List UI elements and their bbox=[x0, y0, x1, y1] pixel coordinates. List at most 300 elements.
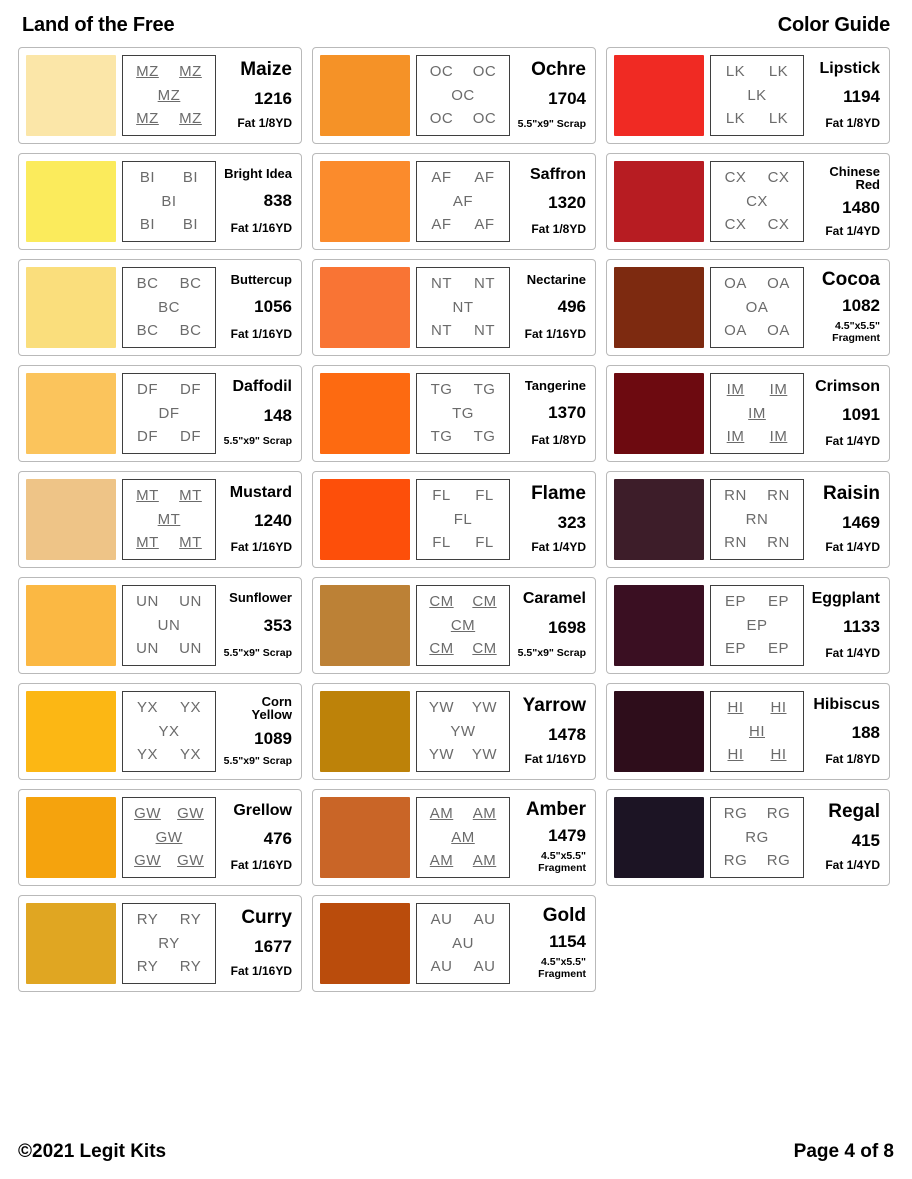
color-name: Gold bbox=[542, 905, 586, 927]
swatch-column bbox=[606, 47, 890, 886]
fabric-code: CM bbox=[450, 616, 476, 634]
color-number: 148 bbox=[263, 405, 292, 425]
swatch-info bbox=[516, 55, 588, 136]
cut-size: 5.5"x9" Scrap bbox=[223, 755, 292, 768]
color-name: Chinese Red bbox=[829, 163, 880, 193]
fabric-code: DF bbox=[137, 428, 158, 446]
swatch-card[interactable] bbox=[312, 365, 596, 462]
code-row bbox=[714, 806, 800, 822]
swatch-card[interactable] bbox=[18, 471, 302, 568]
swatch-info bbox=[516, 373, 588, 454]
code-row bbox=[126, 88, 212, 104]
fabric-code: DF bbox=[137, 380, 158, 398]
fabric-code: BI bbox=[182, 216, 199, 234]
swatch-card[interactable] bbox=[606, 153, 890, 250]
color-name: Crimson bbox=[815, 377, 880, 395]
page-header bbox=[18, 0, 894, 47]
swatch-info bbox=[810, 55, 882, 136]
fabric-code: MT bbox=[136, 534, 159, 552]
code-row bbox=[420, 382, 506, 398]
code-row bbox=[420, 300, 506, 316]
fabric-code: RY bbox=[136, 958, 159, 976]
color-block bbox=[320, 373, 410, 454]
fabric-code: IM bbox=[769, 380, 788, 398]
swatch-card[interactable] bbox=[606, 47, 890, 144]
swatch-card[interactable] bbox=[18, 895, 302, 992]
cut-size: Fat 1/16YD bbox=[230, 964, 292, 979]
cut-size: Fat 1/16YD bbox=[524, 752, 586, 767]
swatch-info bbox=[516, 267, 588, 348]
swatch-info bbox=[222, 55, 294, 136]
swatch-card[interactable] bbox=[18, 259, 302, 356]
color-number: 1704 bbox=[548, 89, 586, 109]
cut-size: Fat 1/4YD bbox=[825, 858, 880, 873]
cut-size: Fat 1/4YD bbox=[825, 433, 880, 448]
fabric-code: FL bbox=[453, 510, 473, 528]
fabric-code: AF bbox=[431, 216, 452, 234]
code-row bbox=[714, 111, 800, 127]
code-row bbox=[126, 217, 212, 233]
fabric-code: LK bbox=[725, 110, 746, 128]
cut-size: Fat 1/8YD bbox=[531, 433, 586, 448]
color-number: 1370 bbox=[548, 403, 586, 423]
swatch-info bbox=[810, 161, 882, 242]
fabric-code: AM bbox=[429, 852, 454, 870]
code-row bbox=[420, 406, 506, 422]
color-number: 1698 bbox=[548, 617, 586, 637]
code-row bbox=[420, 959, 506, 975]
fabric-code: AU bbox=[452, 934, 474, 952]
fabric-code: CX bbox=[724, 216, 747, 234]
fabric-code-box bbox=[710, 55, 804, 136]
code-row bbox=[126, 276, 212, 292]
fabric-code: AM bbox=[451, 828, 475, 846]
color-block bbox=[26, 691, 116, 772]
code-row bbox=[714, 429, 800, 445]
fabric-code: HI bbox=[770, 698, 787, 716]
color-block bbox=[614, 691, 704, 772]
fabric-code: YW bbox=[471, 746, 498, 764]
fabric-code: CX bbox=[724, 168, 747, 186]
fabric-code: OC bbox=[451, 86, 475, 104]
color-name: Hibiscus bbox=[813, 695, 880, 713]
fabric-code: AF bbox=[431, 168, 452, 186]
fabric-code-box bbox=[416, 691, 510, 772]
code-row bbox=[420, 806, 506, 822]
color-block bbox=[320, 797, 410, 878]
fabric-code: OA bbox=[767, 322, 790, 340]
fabric-code-box bbox=[710, 373, 804, 454]
code-row bbox=[420, 830, 506, 846]
fabric-code: YX bbox=[136, 746, 158, 764]
fabric-code: LK bbox=[768, 62, 789, 80]
swatch-info bbox=[222, 691, 294, 772]
fabric-code: RN bbox=[724, 486, 747, 504]
code-row bbox=[714, 194, 800, 210]
swatch-info bbox=[222, 479, 294, 560]
cut-size: Fat 1/16YD bbox=[230, 221, 292, 236]
fabric-code-box bbox=[416, 161, 510, 242]
code-row bbox=[126, 959, 212, 975]
code-row bbox=[420, 936, 506, 952]
code-row bbox=[714, 64, 800, 80]
fabric-code: UN bbox=[136, 592, 159, 610]
fabric-code: CX bbox=[746, 192, 768, 210]
code-row bbox=[126, 111, 212, 127]
fabric-code: AU bbox=[473, 958, 496, 976]
swatch-info bbox=[516, 903, 588, 984]
swatch-card[interactable] bbox=[312, 47, 596, 144]
code-row bbox=[126, 429, 212, 445]
fabric-code: YX bbox=[136, 698, 158, 716]
color-number: 1056 bbox=[254, 297, 292, 317]
code-row bbox=[126, 512, 212, 528]
fabric-code: EP bbox=[724, 592, 746, 610]
code-row bbox=[714, 747, 800, 763]
fabric-code: RN bbox=[767, 534, 790, 552]
code-row bbox=[420, 618, 506, 634]
fabric-code: MT bbox=[157, 510, 181, 528]
code-row bbox=[420, 88, 506, 104]
color-number: 1091 bbox=[842, 405, 880, 424]
color-name: Tangerine bbox=[524, 378, 586, 394]
code-row bbox=[714, 276, 800, 292]
color-number: 1133 bbox=[843, 617, 880, 636]
swatch-card[interactable] bbox=[312, 789, 596, 886]
swatch-column bbox=[312, 47, 596, 992]
code-row bbox=[126, 323, 212, 339]
code-row bbox=[420, 535, 506, 551]
color-name: Grellow bbox=[233, 801, 292, 819]
swatch-card[interactable] bbox=[18, 153, 302, 250]
color-name: Mustard bbox=[229, 483, 292, 501]
fabric-code: NT bbox=[431, 322, 452, 340]
fabric-code: LK bbox=[747, 86, 767, 104]
fabric-code: HI bbox=[770, 746, 787, 764]
fabric-code: YW bbox=[428, 746, 455, 764]
fabric-code: MZ bbox=[136, 110, 159, 128]
swatch-info bbox=[810, 479, 882, 560]
color-name: Caramel bbox=[522, 589, 586, 607]
fabric-code: FL bbox=[475, 486, 494, 504]
fabric-code-box bbox=[416, 373, 510, 454]
fabric-code-box bbox=[122, 585, 216, 666]
color-name: Curry bbox=[241, 907, 292, 929]
fabric-code: TG bbox=[430, 428, 453, 446]
fabric-code: NT bbox=[474, 274, 495, 292]
fabric-code: HI bbox=[727, 698, 744, 716]
code-row bbox=[126, 535, 212, 551]
swatch-card[interactable] bbox=[606, 683, 890, 780]
swatch-card[interactable] bbox=[606, 259, 890, 356]
swatch-card[interactable] bbox=[18, 365, 302, 462]
code-row bbox=[714, 853, 800, 869]
swatch-card[interactable] bbox=[312, 683, 596, 780]
color-number: 1480 bbox=[842, 198, 880, 218]
fabric-code: RN bbox=[724, 534, 747, 552]
fabric-code: OA bbox=[745, 298, 769, 316]
code-row bbox=[126, 747, 212, 763]
code-row bbox=[126, 406, 212, 422]
color-block bbox=[320, 903, 410, 984]
fabric-code-box bbox=[122, 161, 216, 242]
fabric-code: RG bbox=[723, 852, 748, 870]
code-row bbox=[714, 724, 800, 740]
swatch-card[interactable] bbox=[312, 153, 596, 250]
color-name: Sunflower bbox=[229, 590, 292, 606]
page-footer bbox=[18, 1141, 894, 1163]
fabric-code: MT bbox=[179, 534, 202, 552]
fabric-code: OC bbox=[429, 62, 454, 80]
color-name: Regal bbox=[828, 801, 880, 823]
fabric-code: BC bbox=[179, 322, 202, 340]
fabric-code: LK bbox=[768, 110, 789, 128]
code-row bbox=[714, 641, 800, 657]
color-block bbox=[320, 585, 410, 666]
fabric-code-box bbox=[710, 797, 804, 878]
code-row bbox=[420, 724, 506, 740]
cut-size: Fat 1/4YD bbox=[825, 223, 880, 238]
code-row bbox=[126, 300, 212, 316]
fabric-code: LK bbox=[725, 62, 746, 80]
fabric-code: UN bbox=[136, 640, 159, 658]
color-name: Bright Idea bbox=[224, 166, 292, 182]
fabric-code-box bbox=[416, 55, 510, 136]
fabric-code: BI bbox=[139, 168, 156, 186]
fabric-code: CX bbox=[767, 216, 790, 234]
code-row bbox=[420, 111, 506, 127]
fabric-code: EP bbox=[724, 640, 746, 658]
fabric-code: RN bbox=[767, 486, 790, 504]
cut-size: Fat 1/8YD bbox=[825, 115, 880, 130]
color-name: Amber bbox=[525, 799, 586, 821]
fabric-code: OA bbox=[724, 274, 747, 292]
fabric-code: RY bbox=[158, 934, 180, 952]
fabric-code-box bbox=[710, 585, 804, 666]
color-name: Yarrow bbox=[522, 695, 586, 717]
swatch-card[interactable] bbox=[312, 895, 596, 992]
code-row bbox=[420, 170, 506, 186]
color-number: 1194 bbox=[843, 87, 880, 106]
color-name: Saffron bbox=[530, 165, 586, 183]
color-block bbox=[614, 55, 704, 136]
fabric-code: CX bbox=[767, 168, 790, 186]
code-row bbox=[714, 830, 800, 846]
code-row bbox=[126, 724, 212, 740]
color-block bbox=[614, 267, 704, 348]
color-name: Ochre bbox=[531, 59, 586, 81]
color-number: 1469 bbox=[842, 512, 880, 532]
swatch-info bbox=[222, 585, 294, 666]
fabric-code: AM bbox=[472, 804, 497, 822]
code-row bbox=[420, 488, 506, 504]
fabric-code: GW bbox=[134, 852, 161, 870]
swatch-card[interactable] bbox=[18, 47, 302, 144]
code-row bbox=[126, 806, 212, 822]
code-row bbox=[714, 535, 800, 551]
color-number: 1089 bbox=[254, 728, 292, 748]
swatch-card[interactable] bbox=[18, 577, 302, 674]
fabric-code: MZ bbox=[157, 86, 181, 104]
fabric-code: GW bbox=[177, 852, 204, 870]
swatch-info bbox=[516, 161, 588, 242]
swatch-info bbox=[516, 479, 588, 560]
color-block bbox=[26, 373, 116, 454]
color-block bbox=[26, 903, 116, 984]
code-row bbox=[126, 618, 212, 634]
fabric-code: UN bbox=[157, 616, 181, 634]
color-name: Daffodil bbox=[232, 377, 292, 395]
fabric-code-box bbox=[122, 903, 216, 984]
code-row bbox=[126, 64, 212, 80]
color-number: 476 bbox=[263, 829, 292, 848]
fabric-code: BC bbox=[179, 274, 202, 292]
cut-size: Fat 1/4YD bbox=[531, 540, 586, 555]
swatch-card[interactable] bbox=[606, 577, 890, 674]
code-row bbox=[420, 64, 506, 80]
color-name: Flame bbox=[531, 483, 586, 505]
color-number: 1216 bbox=[254, 88, 292, 108]
fabric-code: BC bbox=[136, 322, 159, 340]
fabric-code: EP bbox=[767, 592, 789, 610]
color-name: Eggplant bbox=[811, 589, 880, 607]
swatch-card[interactable] bbox=[18, 683, 302, 780]
color-block bbox=[320, 267, 410, 348]
fabric-code: EP bbox=[746, 616, 768, 634]
fabric-code: DF bbox=[158, 404, 180, 422]
color-number: 1677 bbox=[254, 936, 292, 956]
color-block bbox=[26, 797, 116, 878]
color-number: 838 bbox=[263, 191, 292, 211]
fabric-code: BC bbox=[136, 274, 159, 292]
fabric-code: TG bbox=[473, 428, 496, 446]
code-row bbox=[420, 429, 506, 445]
cut-size: 4.5"x5.5" Fragment bbox=[832, 320, 880, 344]
fabric-code: IM bbox=[726, 380, 745, 398]
fabric-code: GW bbox=[134, 804, 161, 822]
fabric-code: YW bbox=[428, 698, 455, 716]
swatch-card[interactable] bbox=[312, 471, 596, 568]
fabric-code: MZ bbox=[179, 110, 202, 128]
code-row bbox=[714, 700, 800, 716]
page-subtitle: Color Guide bbox=[777, 14, 890, 36]
color-number: 496 bbox=[557, 297, 586, 317]
color-number: 1082 bbox=[842, 295, 880, 315]
fabric-code: FL bbox=[432, 486, 451, 504]
fabric-code: NT bbox=[431, 274, 452, 292]
color-block bbox=[26, 55, 116, 136]
fabric-code: AF bbox=[474, 168, 495, 186]
code-row bbox=[714, 594, 800, 610]
code-row bbox=[714, 488, 800, 504]
swatch-card[interactable] bbox=[606, 365, 890, 462]
code-row bbox=[714, 217, 800, 233]
color-number: 1320 bbox=[548, 193, 586, 212]
fabric-code: RY bbox=[179, 958, 202, 976]
code-row bbox=[126, 853, 212, 869]
cut-size: 4.5"x5.5" Fragment bbox=[538, 956, 586, 980]
fabric-code: BI bbox=[139, 216, 156, 234]
fabric-code-box bbox=[122, 479, 216, 560]
color-number: 1154 bbox=[549, 931, 586, 951]
fabric-code: HI bbox=[749, 722, 765, 740]
color-number: 1240 bbox=[254, 511, 292, 530]
code-row bbox=[714, 512, 800, 528]
fabric-code: RN bbox=[745, 510, 769, 528]
code-row bbox=[420, 217, 506, 233]
fabric-code: YX bbox=[179, 746, 201, 764]
fabric-code: AF bbox=[452, 192, 474, 210]
swatch-card[interactable] bbox=[18, 789, 302, 886]
fabric-code: GW bbox=[155, 828, 183, 846]
code-row bbox=[420, 747, 506, 763]
color-name: Raisin bbox=[822, 483, 880, 505]
color-block bbox=[26, 267, 116, 348]
cut-size: Fat 1/16YD bbox=[230, 857, 292, 872]
fabric-code-box bbox=[416, 479, 510, 560]
color-block bbox=[614, 797, 704, 878]
code-row bbox=[714, 382, 800, 398]
swatch-card[interactable] bbox=[312, 577, 596, 674]
fabric-code-box bbox=[416, 797, 510, 878]
swatch-column bbox=[18, 47, 302, 992]
swatch-card[interactable] bbox=[606, 789, 890, 886]
fabric-code: CM bbox=[429, 592, 454, 610]
swatch-card[interactable] bbox=[312, 259, 596, 356]
code-row bbox=[420, 912, 506, 928]
swatch-info bbox=[516, 797, 588, 878]
swatch-info bbox=[222, 797, 294, 878]
color-number: 1478 bbox=[548, 724, 586, 744]
fabric-code: IM bbox=[726, 428, 745, 446]
color-number: 353 bbox=[263, 616, 292, 636]
code-row bbox=[126, 936, 212, 952]
fabric-code: MT bbox=[136, 486, 159, 504]
swatch-info bbox=[810, 797, 882, 878]
code-row bbox=[420, 641, 506, 657]
fabric-code: DF bbox=[180, 428, 201, 446]
swatch-info bbox=[810, 585, 882, 666]
swatch-info bbox=[810, 267, 882, 348]
fabric-code: CM bbox=[472, 592, 497, 610]
fabric-code: GW bbox=[177, 804, 204, 822]
color-block bbox=[614, 161, 704, 242]
code-row bbox=[126, 594, 212, 610]
fabric-code: HI bbox=[727, 746, 744, 764]
code-row bbox=[420, 194, 506, 210]
fabric-code-box bbox=[416, 903, 510, 984]
code-row bbox=[714, 300, 800, 316]
fabric-code: RY bbox=[179, 910, 202, 928]
fabric-code-box bbox=[416, 585, 510, 666]
fabric-code: DF bbox=[180, 380, 201, 398]
fabric-code: OC bbox=[429, 110, 454, 128]
fabric-code: YW bbox=[471, 698, 498, 716]
fabric-code-box bbox=[122, 373, 216, 454]
code-row bbox=[126, 830, 212, 846]
fabric-code: IM bbox=[748, 404, 766, 422]
fabric-code: YX bbox=[158, 722, 180, 740]
fabric-code-box bbox=[122, 55, 216, 136]
fabric-code-box bbox=[122, 797, 216, 878]
code-row bbox=[714, 170, 800, 186]
swatch-info bbox=[222, 373, 294, 454]
color-number: 188 bbox=[851, 723, 880, 742]
fabric-code: CM bbox=[429, 640, 454, 658]
code-row bbox=[420, 276, 506, 292]
color-number: 323 bbox=[557, 512, 586, 532]
swatch-card[interactable] bbox=[606, 471, 890, 568]
